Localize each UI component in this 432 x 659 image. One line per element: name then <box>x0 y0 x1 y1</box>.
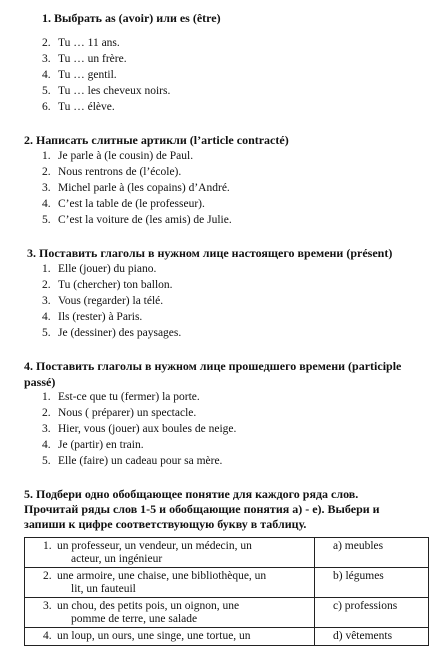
table-row <box>25 598 429 628</box>
category-cell: c) professions <box>315 598 429 628</box>
exercise-4-item: 5. Elle (faire) un cadeau pour sa mère. <box>42 455 223 467</box>
exercise-2-item: 5. C’est la voiture de (les amis) de Julie. <box>42 214 232 226</box>
exercise-3-item: 4. Ils (rester) à Paris. <box>42 311 143 323</box>
exercise-1-item: 4. Tu … gentil. <box>42 69 117 81</box>
exercise-3-item: 1. Elle (jouer) du piano. <box>42 263 157 275</box>
exercise-1-item: 5. Tu … les cheveux noirs. <box>42 85 171 97</box>
word-series-cell: 4. un loup, un ours, une singe, une tortue, un <box>25 628 315 646</box>
exercise-3-item: 2. Tu (chercher) ton ballon. <box>42 279 173 291</box>
word-series-cell: 2. une armoire, une chaise, une bibliothèque, un lit, un fauteuil <box>25 568 315 598</box>
exercise-5-instructions: Прочитай ряды слов 1-5 и обобщающие понятия а) - е). Выбери и <box>24 502 380 516</box>
exercise-4-title-cont: passé) <box>24 375 56 389</box>
exercise-4-item: 4. Je (partir) en train. <box>42 439 144 451</box>
exercise-4-item: 3. Hier, vous (jouer) aux boules de neige. <box>42 423 237 435</box>
matching-table <box>24 537 429 646</box>
word-series-cell: 1. un professeur, un vendeur, un médecin, un acteur, un ingénieur <box>25 538 315 568</box>
exercise-4-title: 4. Поставить глаголы в нужном лице прошедшего времени (participle <box>24 359 402 373</box>
exercise-3-item: 3. Vous (regarder) la télé. <box>42 295 164 307</box>
exercise-1-item: 3. Tu … un frère. <box>42 53 127 65</box>
exercise-4-item: 1. Est-ce que tu (fermer) la porte. <box>42 391 200 403</box>
table-row <box>25 568 429 598</box>
exercise-1-item: 6. Tu … élève. <box>42 101 115 113</box>
exercise-2-item: 1. Je parle à (le cousin) de Paul. <box>42 150 194 162</box>
exercise-5-title: 5. Подбери одно обобщающее понятие для каждого ряда слов. <box>24 487 359 501</box>
table-row <box>25 538 429 568</box>
exercise-5-instructions-cont: запиши к цифре соответствующую букву в таблицу. <box>24 517 307 531</box>
category-cell: a) meubles <box>315 538 429 568</box>
word-series-cell: 3. un chou, des petits pois, un oignon, une pomme de terre, une salade <box>25 598 315 628</box>
category-cell: b) légumes <box>315 568 429 598</box>
exercise-2-item: 2. Nous rentrons de (l’école). <box>42 166 182 178</box>
exercise-2-title: 2. Написать слитные артикли (l’article contracté) <box>24 133 289 147</box>
exercise-3-title: 3. Поставить глаголы в нужном лице настоящего времени (présent) <box>27 246 393 260</box>
exercise-4-item: 2. Nous ( préparer) un spectacle. <box>42 407 197 419</box>
exercise-1-title: 1. Выбрать as (avoir) или es (être) <box>42 11 221 25</box>
exercise-2-item: 3. Michel parle à (les copains) d’André. <box>42 182 230 194</box>
exercise-2-item: 4. C’est la table de (le professeur). <box>42 198 205 210</box>
table-row <box>25 628 429 646</box>
category-cell: d) vêtements <box>315 628 429 646</box>
exercise-1-item: 2. Tu … 11 ans. <box>42 37 120 49</box>
exercise-3-item: 5. Je (dessiner) des paysages. <box>42 327 182 339</box>
